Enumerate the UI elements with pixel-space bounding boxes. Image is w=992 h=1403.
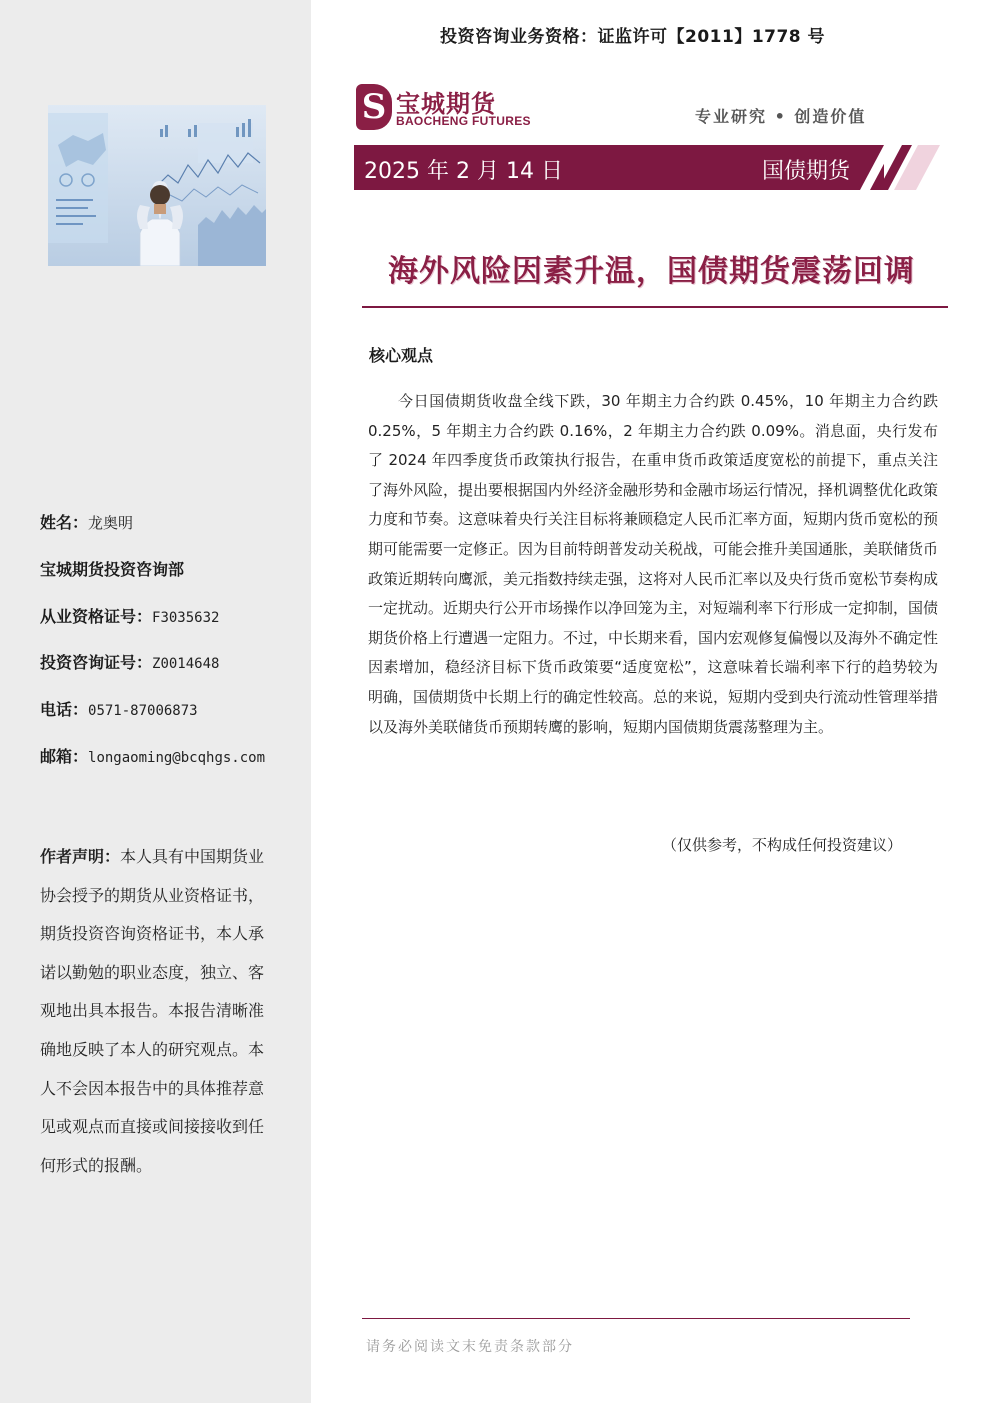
- declaration-text: 本人具有中国期货业协会授予的期货从业资格证书，期货投资咨询资格证书，本人承诺以勤勉的职业态度，独立、客观地出具本报告。本报告清晰准确地反映了本人的研究观点。本人不会因本报告中的具体推荐意见或观点而直接或间接接收到任何形式的报酬。: [40, 847, 265, 1175]
- license-number: 投资咨询业务资格：证监许可【2011】1778 号: [440, 27, 826, 47]
- analyst-phone: [40, 697, 198, 720]
- analyst-name-value: 龙奥明: [88, 514, 134, 532]
- analyst-phone-value: 0571-87006873: [88, 703, 198, 719]
- report-date: 2025 年 2 月 14 日: [364, 159, 563, 184]
- logo-chinese-name: 宝城期货: [396, 90, 496, 118]
- analyst-cert: [40, 604, 219, 627]
- author-declaration: [40, 838, 272, 1185]
- banner-stripes: [860, 145, 944, 190]
- footer-divider: [362, 1318, 910, 1319]
- logo-mark: S: [356, 84, 392, 130]
- analyst-cert-value: F3035632: [152, 610, 220, 626]
- declaration-label: 作者声明：: [40, 847, 121, 866]
- investment-disclaimer: （仅供参考，不构成任何投资建议）: [662, 836, 903, 854]
- analyst-name-label: 姓名：: [40, 513, 89, 532]
- analyst-advisory-label: 投资咨询证号：: [40, 653, 153, 672]
- analyst-phone-label: 电话：: [40, 700, 89, 719]
- analyst-department: 宝城期货投资咨询部: [40, 560, 185, 579]
- title-divider: [362, 306, 948, 308]
- hero-image: [48, 105, 266, 266]
- report-category: 国债期货: [762, 159, 851, 184]
- report-body: 今日国债期货收盘全线下跌，30 年期主力合约跌 0.45%，10 年期主力合约跌 0.25%，5 年期主力合约跌 0.16%，2 年期主力合约跌 0.09%。消息面，央行发布了 2024 年四季度货币政策执行报告，在重申货币政策适度宽松的前提下，重点关注了海外风险，提出要根据国内外经济金融形势和金融市场运行情况，择机调整优化政策力度和节奏。这意味着央行关注目标将兼顾稳定人民币汇率方面，短期内货币宽松的预期可能需要一定修正。因为目前特朗普发动关税战，可能会推升美国通胀，美联储货币政策近期转向鹰派，美元指数持续走强，这将对人民币汇率以及央行货币宽松节奏构成一定扰动。近期央行公开市场操作以净回笼为主，对短端利率下行形成一定抑制，国债期货价格上行遭遇一定阻力。不过，中长期来看，国内宏观修复偏慢以及海外不确定性因素增加，稳经济目标下货币政策要“适度宽松”，这意味着长端利率下行的趋势较为明确，国债期货中长期上行的确定性较高。总的来说，短期内受到央行流动性管理举措以及海外美联储货币预期转鹰的影响，短期内国债期货震荡整理为主。: [368, 392, 939, 736]
- analyst-email-value[interactable]: longaoming@bcqhgs.com: [88, 750, 266, 766]
- section-heading: 核心观点: [369, 346, 434, 365]
- footer-note: 请务必阅读文末免责条款部分: [366, 1339, 574, 1355]
- analyst-advisory: [40, 650, 219, 673]
- analyst-email-label: 邮箱：: [40, 747, 89, 766]
- analyst-advisory-value: Z0014648: [152, 656, 220, 672]
- logo-english-name: BAOCHENG FUTURES: [396, 114, 531, 128]
- company-logo: [356, 84, 531, 132]
- analyst-cert-label: 从业资格证号：: [40, 607, 153, 626]
- slogan: 专业研究 • 创造价值: [695, 107, 867, 126]
- report-title: 海外风险因素升温，国债期货震荡回调: [388, 254, 915, 289]
- analyst-email: [40, 744, 265, 767]
- analyst-name: [40, 510, 133, 533]
